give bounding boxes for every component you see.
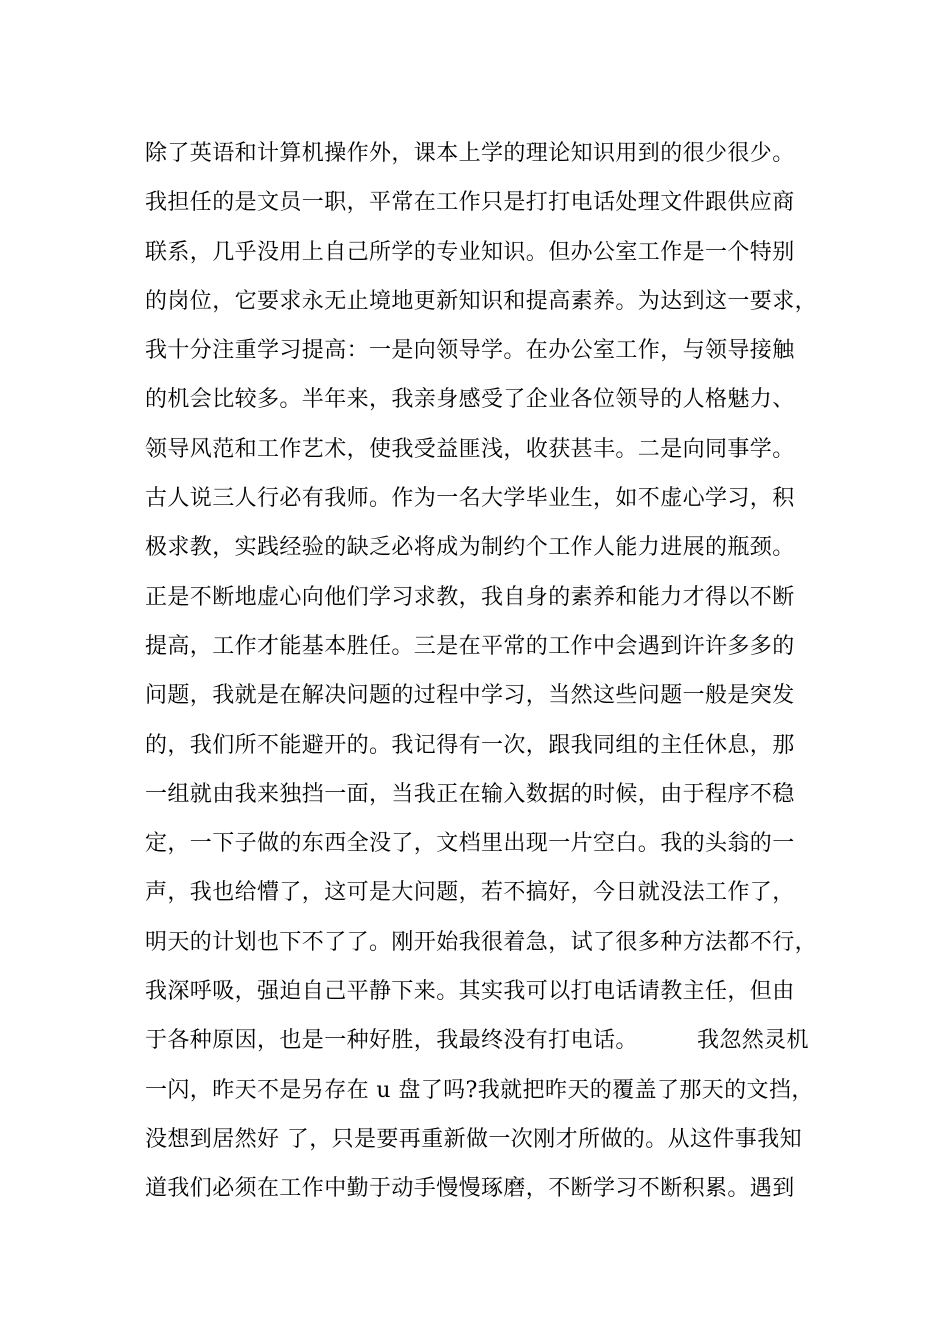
- body-text: [145, 129, 845, 1214]
- text-line: 的，我们所不能避开的。我记得有一次，跟我同组的主任休息，那: [145, 732, 795, 758]
- text-line: 除了英语和计算机操作外，课本上学的理论知识用到的很少很少。: [145, 141, 795, 166]
- text-line: 没想到居然好 了，只是要再重新做一次刚才所做的。从这件事我知: [145, 1126, 802, 1152]
- text-line: 于各种原因，也是一种好胜，我最终没有打电话。 我忽然灵机: [145, 1028, 809, 1054]
- text-line: 提高，工作才能基本胜任。三是在平常的工作中会遇到许许多多的: [145, 633, 795, 659]
- text-line: 极求教，实践经验的缺乏必将成为制约个工作人能力进展的瓶颈。: [145, 535, 795, 561]
- text-line: 我十分注重学习提高：一是向领导学。在办公室工作，与领导接触: [145, 338, 795, 364]
- text-line: 明天的计划也下不了了。刚开始我很着急，试了很多种方法都不行，: [145, 929, 818, 955]
- text-line: 声，我也给懵了，这可是大问题，若不搞好，今日就没法工作了，: [145, 880, 795, 906]
- text-line: 一闪，昨天不是另存在 u 盘了吗?我就把昨天的覆盖了那天的文挡，: [145, 1077, 814, 1103]
- text-line: 联系，几乎没用上自己所学的专业知识。但办公室工作是一个特别: [145, 239, 795, 265]
- text-line: 的岗位，它要求永无止境地更新知识和提高素养。为达到这一要求，: [145, 288, 818, 314]
- text-line: 的机会比较多。半年来，我亲身感受了企业各位领导的人格魅力、: [145, 387, 795, 413]
- text-line: 领导风范和工作艺术，使我受益匪浅，收获甚丰。二是向同事学。: [145, 436, 795, 462]
- text-line: 正是不断地虚心向他们学习求教，我自身的素养和能力才得以不断: [145, 584, 795, 610]
- text-line: 我深呼吸，强迫自己平静下来。其实我可以打电话请教主任，但由: [145, 979, 795, 1005]
- text-line: 古人说三人行必有我师。作为一名大学毕业生，如不虚心学习，积: [145, 486, 795, 512]
- text-line: 我担任的是文员一职，平常在工作只是打打电话处理文件跟供应商: [145, 190, 795, 216]
- text-line: 定，一下子做的东西全没了，文档里出现一片空白。我的头翁的一: [145, 831, 795, 857]
- text-line: 一组就由我来独挡一面，当我正在输入数据的时候，由于程序不稳: [145, 781, 795, 807]
- text-line: 道我们必须在工作中勤于动手慢慢琢磨，不断学习不断积累。遇到: [145, 1176, 795, 1202]
- text-line: 问题，我就是在解决问题的过程中学习，当然这些问题一般是突发: [145, 683, 795, 709]
